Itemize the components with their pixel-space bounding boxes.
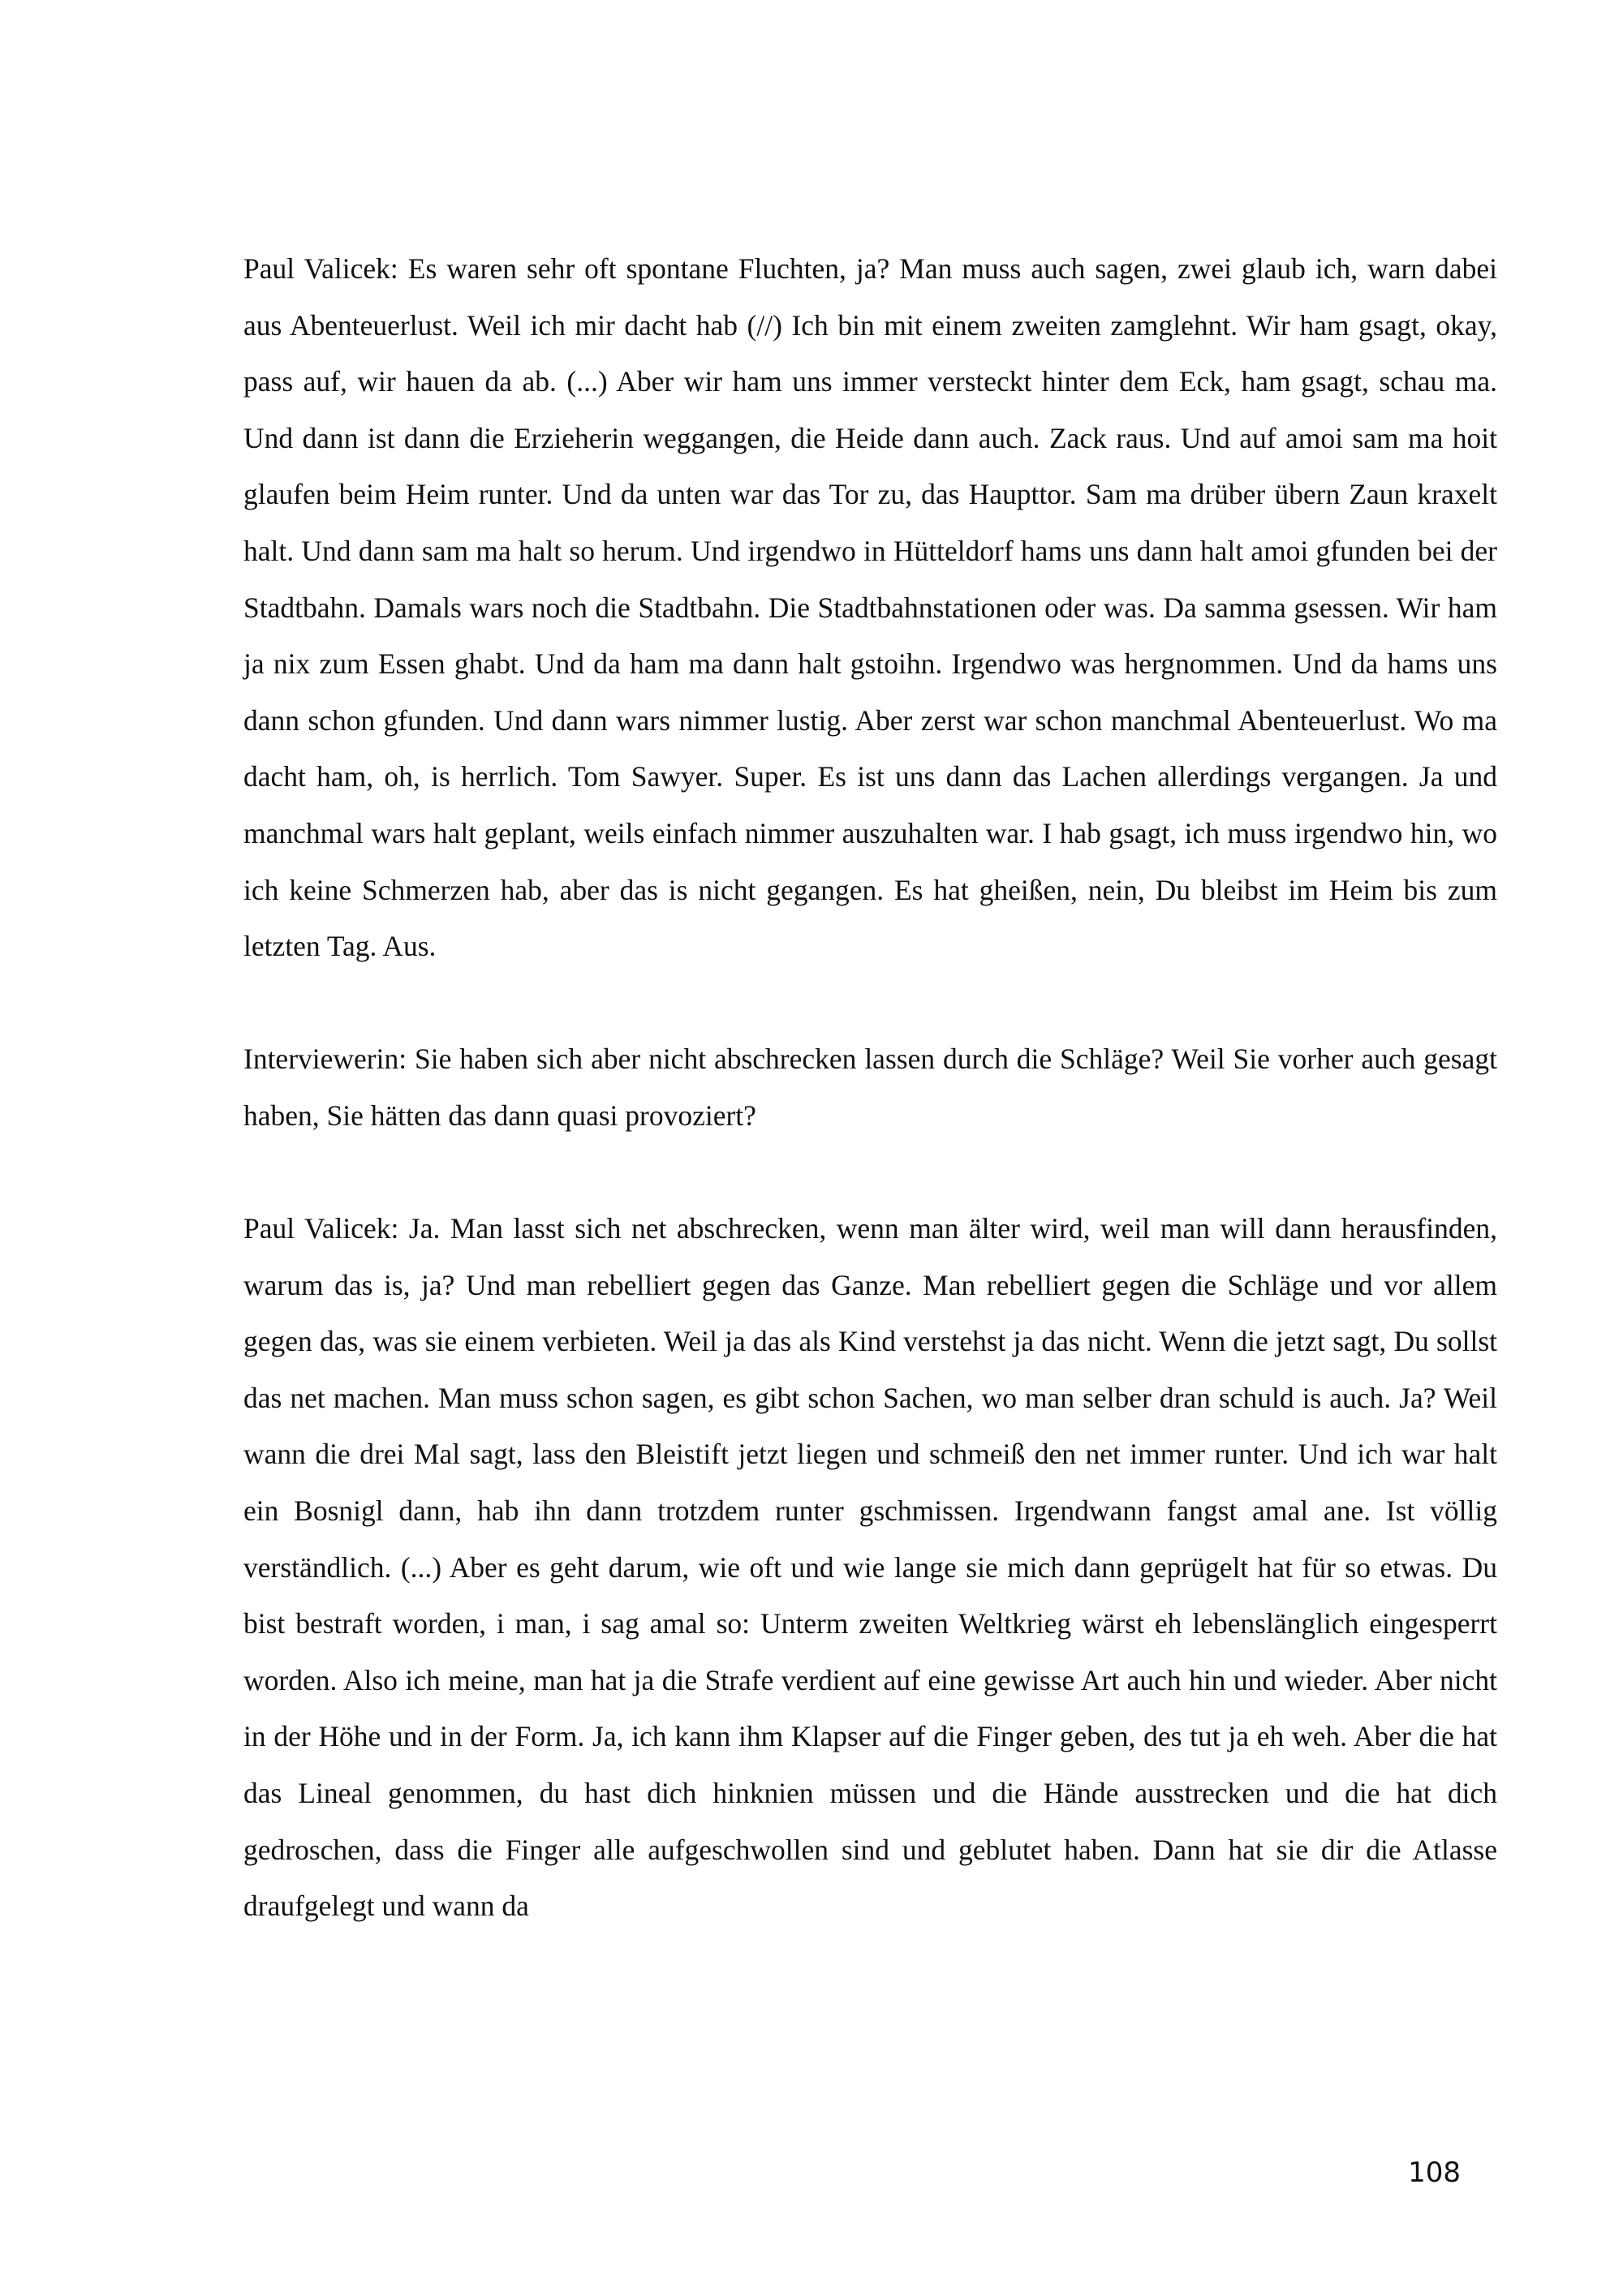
page-number: 108	[1408, 2156, 1461, 2189]
document-body	[243, 241, 1497, 1991]
paragraph-paul-valicek-abschrecken: Paul Valicek: Ja. Man lasst sich net abschrecken, wenn man älter wird, weil man will dann herausfinden, warum das is, ja? Und man rebelliert gegen das Ganze. Man rebelliert gegen die Schläge und vor allem gegen das, was sie einem verbieten. Weil ja das als Kind verstehst ja das nicht. Wenn die jetzt sagt, Du sollst das net machen. Man muss schon sagen, es gibt schon Sachen, wo man selber dran schuld is auch. Ja? Weil wann die drei Mal sagt, lass den Bleistift jetzt liegen und schmeiß den net immer runter. Und ich war halt ein Bosnigl dann, hab ihn dann trotzdem runter gschmissen. Irgendwann fangst amal ane. Ist völlig verständlich. (...) Aber es geht darum, wie oft und wie lange sie mich dann geprügelt hat für so etwas. Du bist bestraft worden, i man, i sag amal so: Unterm zweiten Weltkrieg wärst eh lebenslänglich eingesperrt worden. Also ich meine, man hat ja die Strafe verdient auf eine gewisse Art auch hin und wieder. Aber nicht in der Höhe und in der Form. Ja, ich kann ihm Klapser auf die Finger geben, des tut ja eh weh. Aber die hat das Lineal genommen, du hast dich hinknien müssen und die Hände ausstrecken und die hat dich gedroschen, dass die Finger alle aufgeschwollen sind und geblutet haben. Dann hat sie dir die Atlasse draufgelegt und wann da	[243, 1212, 1497, 1923]
paragraph-interviewerin-question: Interviewerin: Sie haben sich aber nicht abschrecken lassen durch die Schläge? Weil Sie vorher auch gesagt haben, Sie hätten das dann quasi provoziert?	[243, 1043, 1497, 1132]
paragraph-paul-valicek-fluchten: Paul Valicek: Es waren sehr oft spontane Fluchten, ja? Man muss auch sagen, zwei glaub ich, warn dabei aus Abenteuerlust. Weil ich mir dacht hab (//) Ich bin mit einem zweiten zamglehnt. Wir ham gsagt, okay, pass auf, wir hauen da ab. (...) Aber wir ham uns immer versteckt hinter dem Eck, ham gsagt, schau ma. Und dann ist dann die Erzieherin weggangen, die Heide dann auch. Zack raus. Und auf amoi sam ma hoit glaufen beim Heim runter. Und da unten war das Tor zu, das Haupttor. Sam ma drüber übern Zaun kraxelt halt. Und dann sam ma halt so herum. Und irgendwo in Hütteldorf hams uns dann halt amoi gfunden bei der Stadtbahn. Damals wars noch die Stadtbahn. Die Stadtbahnstationen oder was. Da samma gsessen. Wir ham ja nix zum Essen ghabt. Und da ham ma dann halt gstoihn. Irgendwo was hergnommen. Und da hams uns dann schon gfunden. Und dann wars nimmer lustig. Aber zerst war schon manchmal Abenteuerlust. Wo ma dacht ham, oh, is herrlich. Tom Sawyer. Super. Es ist uns dann das Lachen allerdings vergangen. Ja und manchmal wars halt geplant, weils einfach nimmer auszuhalten war. I hab gsagt, ich muss irgendwo hin, wo ich keine Schmerzen hab, aber das is nicht gegangen. Es hat gheißen, nein, Du bleibst im Heim bis zum letzten Tag. Aus.	[243, 252, 1497, 963]
